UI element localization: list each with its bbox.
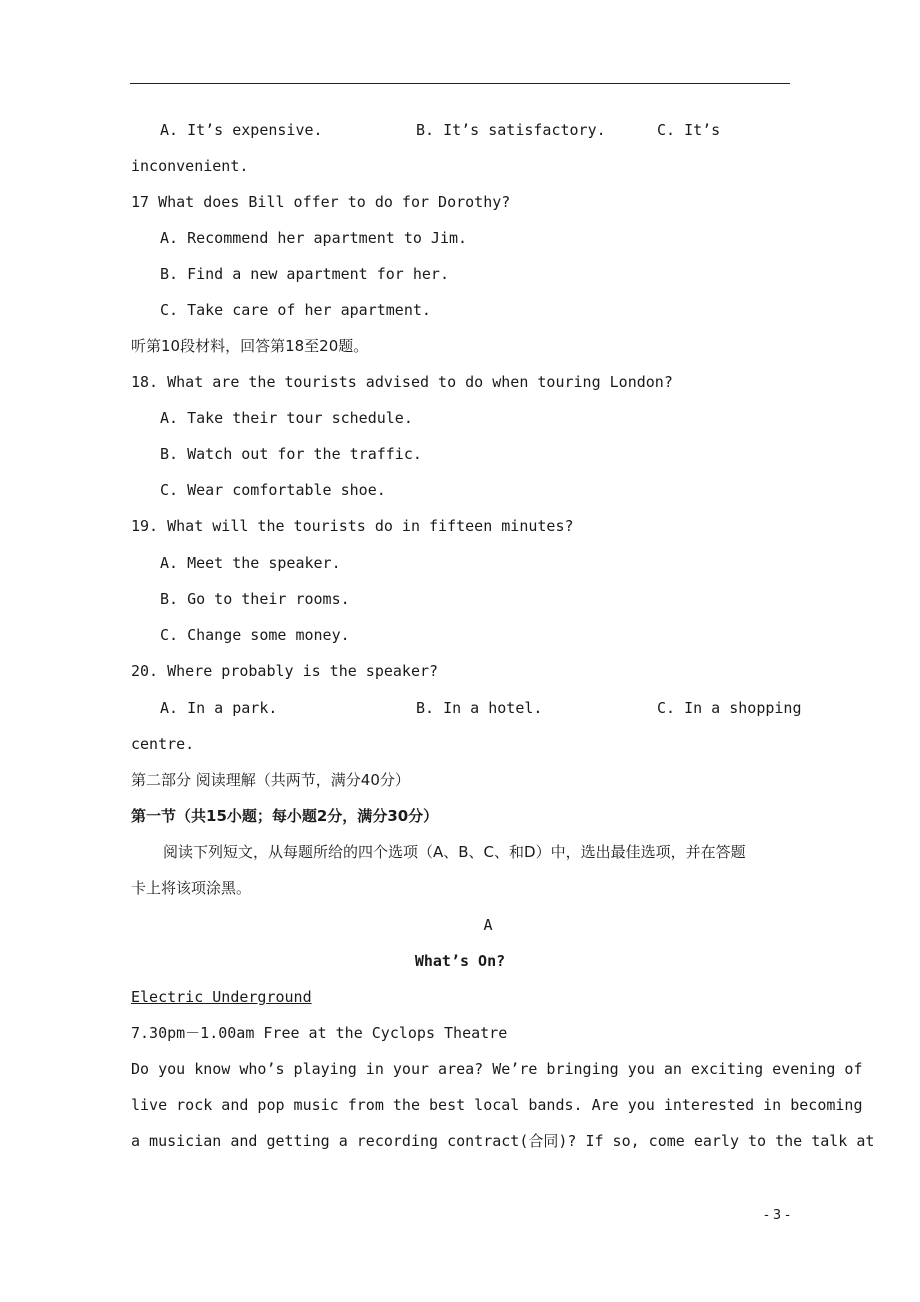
page-number: - 3 - bbox=[764, 1208, 790, 1223]
q19-stem: 19. What will the tourists do in fifteen minutes? bbox=[131, 517, 574, 535]
section1-title: 第一节（共15小题；每小题2分，满分30分） bbox=[131, 807, 439, 825]
section10-header: 听第10段材料，回答第18至20题。 bbox=[131, 337, 369, 355]
q19-option-b: B. Go to their rooms. bbox=[160, 590, 350, 608]
q16-option-c-continued: inconvenient. bbox=[131, 157, 249, 175]
q17-option-a: A. Recommend her apartment to Jim. bbox=[160, 229, 468, 247]
event-time: 7.30pm－1.00am Free at the Cyclops Theatre bbox=[131, 1024, 508, 1042]
passage-body-line-3: a musician and getting a recording contract(合同)? If so, come early to the talk at bbox=[131, 1132, 875, 1150]
event-name: Electric Underground bbox=[131, 988, 312, 1006]
q17-stem: 17 What does Bill offer to do for Dorothy? bbox=[131, 193, 511, 211]
passage-body-line-2: live rock and pop music from the best local bands. Are you interested in becoming bbox=[131, 1096, 863, 1114]
q20-option-a: A. In a park. bbox=[160, 699, 278, 717]
q18-option-a: A. Take their tour schedule. bbox=[160, 409, 413, 427]
q19-option-c: C. Change some money. bbox=[160, 626, 350, 644]
q20-option-c: C. In a shopping bbox=[657, 699, 802, 717]
q19-option-a: A. Meet the speaker. bbox=[160, 554, 341, 572]
q18-option-c: C. Wear comfortable shoe. bbox=[160, 481, 386, 499]
q16-option-a: A. It’s expensive. bbox=[160, 121, 323, 139]
q16-option-b: B. It’s satisfactory. bbox=[416, 121, 606, 139]
passage-body-line-1: Do you know who’s playing in your area? We’re bringing you an exciting evening of bbox=[131, 1060, 863, 1078]
passage-title: What’s On? bbox=[414, 952, 506, 970]
q17-option-b: B. Find a new apartment for her. bbox=[160, 265, 449, 283]
passage-label: A bbox=[483, 916, 493, 934]
q17-option-c: C. Take care of her apartment. bbox=[160, 301, 431, 319]
header-rule bbox=[130, 83, 790, 84]
q20-option-b: B. In a hotel. bbox=[416, 699, 543, 717]
instruction-line-1: 阅读下列短文，从每题所给的四个选项（A、B、C、和D）中，选出最佳选项，并在答题 bbox=[163, 843, 746, 861]
q16-option-c: C. It’s bbox=[657, 121, 721, 139]
q18-stem: 18. What are the tourists advised to do when touring London? bbox=[131, 373, 673, 391]
part2-title: 第二部分 阅读理解（共两节，满分40分） bbox=[131, 771, 410, 789]
instruction-line-2: 卡上将该项涂黑。 bbox=[131, 879, 252, 897]
q18-option-b: B. Watch out for the traffic. bbox=[160, 445, 422, 463]
q20-option-c-continued: centre. bbox=[131, 735, 195, 753]
q20-stem: 20. Where probably is the speaker? bbox=[131, 662, 439, 680]
